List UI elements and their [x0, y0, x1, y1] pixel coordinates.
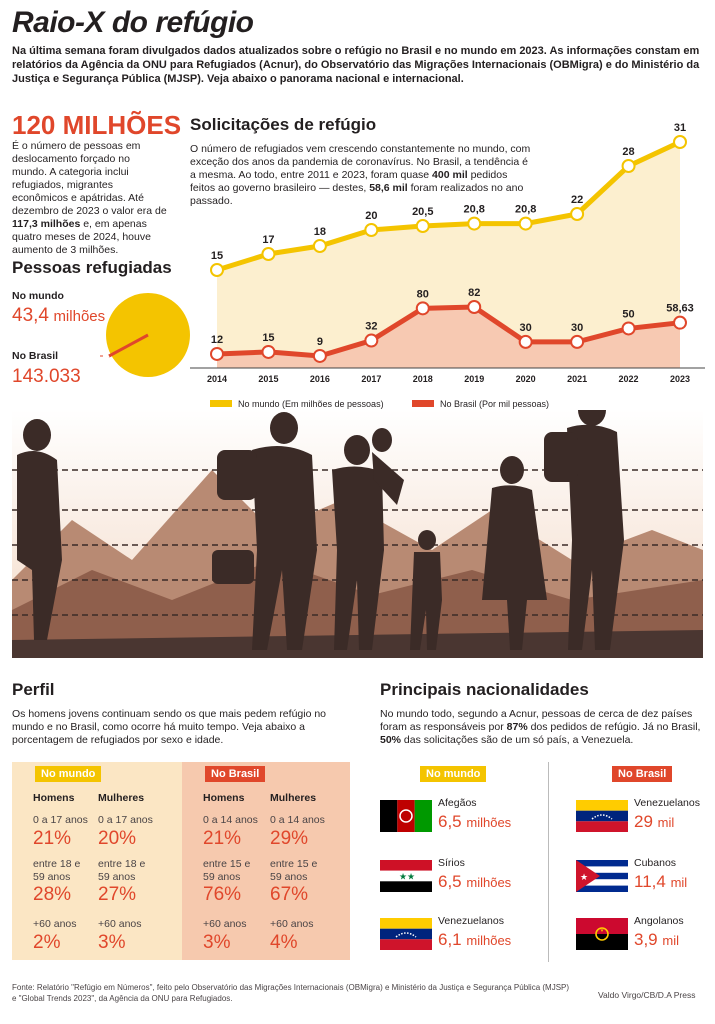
perfil-world-row1-men-group: entre 18 e 59 anos	[33, 858, 81, 883]
world-data-label: 20,8	[463, 203, 485, 216]
x-tick-label: 2017	[361, 374, 382, 384]
perfil-brazil-row0-men-value: 21%	[203, 828, 242, 849]
legend-brazil-swatch	[412, 400, 434, 407]
perfil-brazil-row2-men-group: +60 anos	[203, 918, 247, 930]
svg-text:★: ★	[399, 872, 408, 883]
perfil-world-row1-men-value: 28%	[33, 884, 72, 905]
stat-value: 120 MILHÕES	[12, 110, 182, 140]
flag-syria-icon	[380, 860, 432, 892]
world-point	[262, 248, 274, 260]
pessoas-pie	[100, 280, 190, 390]
world-label: No mundo	[12, 290, 64, 302]
brazil-point	[571, 336, 583, 348]
flag-afghanistan-icon	[380, 800, 432, 832]
brazil-label: No Brasil	[12, 350, 59, 362]
nacionalidades-title: Principais nacionalidades	[380, 680, 589, 699]
world-data-label: 17	[262, 234, 275, 246]
world-point	[365, 224, 377, 236]
nat-divider	[548, 762, 549, 962]
perfil-world-men-header: Homens	[33, 792, 75, 804]
perfil-world-row0-men-group: 0 a 17 anos	[33, 814, 88, 826]
perfil-brazil-row2-women-group: +60 anos	[270, 918, 314, 930]
perfil-brazil-row1-men-group: entre 15 e 59 anos	[203, 858, 251, 883]
perfil-brazil-tag: No Brasil	[205, 766, 265, 782]
nacionalidades-desc: No mundo todo, segundo a Acnur, pessoas de cerca de dez países foram as responsáveis por 87% dos pedidos de refúgio. Já no Brasil, 50% das solicitações são de um só país, a Venezuela.	[380, 708, 701, 746]
brazil-figure: 143.033	[12, 366, 81, 387]
world-point	[468, 218, 480, 230]
x-tick-label: 2015	[258, 374, 279, 384]
perfil-world-row2-men-group: +60 anos	[33, 918, 77, 930]
brazil-point	[674, 317, 686, 329]
brazil-data-label: 58,63	[666, 302, 694, 315]
brazil-data-label: 9	[316, 335, 323, 348]
nat-brazil-0-name: Venezuelanos	[634, 797, 700, 809]
perfil-world-row1-women-group: entre 18 e 59 anos	[98, 858, 146, 883]
chart-title: Solicitações de refúgio	[190, 115, 377, 134]
perfil-brazil-row0-women-value: 29%	[270, 828, 309, 849]
flag-venezuela-icon	[576, 800, 628, 832]
nat-world-2-value: 6,1 milhões	[438, 930, 512, 949]
svg-text:★: ★	[580, 873, 589, 883]
flag-cuba-icon	[576, 860, 628, 892]
brazil-point	[468, 301, 480, 313]
stat-text: É o número de pessoas em deslocamento forçado no mundo. A categoria inclui refugiados, migrantes econômicos e apátridas. Até dezembro de 2023 o valor era de 117,3 milhões e, em apenas quatro meses de 2024, houve aumento de 3 milhões.	[12, 140, 167, 256]
brazil-data-label: 30	[519, 321, 532, 334]
world-point	[417, 220, 429, 232]
pessoas-title: Pessoas refugiadas	[12, 258, 172, 277]
chart-desc: O número de refugiados vem crescendo constantemente no mundo, com exceção dos anos da pandemia de coronavírus. No Brasil, a tendência é a mesma. Ao todo, entre 2011 e 2023, foram quase 400 mil pedidos feitos ao governo brasileiro — destes, 58,6 mil foram realizados no ano passado.	[190, 143, 531, 207]
perfil-brazil-row0-men-group: 0 a 14 anos	[203, 814, 258, 826]
perfil-world-row2-men-value: 2%	[33, 932, 61, 953]
legend-world-swatch	[210, 400, 232, 407]
intro-text: Na última semana foram divulgados dados atualizados sobre o refúgio no Brasil e no mundo em 2023. As informações constam em relatórios da Agência da ONU para Refugiados (Acnur), do Observatório das Migrações Internacionais (OBMigra) e do Ministério da Justiça e Segurança Pública (MJSP). Veja abaixo o panorama nacional e internacional.	[12, 45, 700, 85]
perfil-desc: Os homens jovens continuam sendo os que mais pedem refúgio no mundo e no Brasil, como ocorre há muito tempo. Veja abaixo a porcentagem de refugiados por sexo e idade.	[12, 708, 327, 746]
page-title: Raio-X do refúgio	[12, 6, 254, 39]
x-tick-label: 2016	[309, 374, 330, 384]
brazil-point	[623, 322, 635, 334]
world-point	[674, 136, 686, 148]
x-tick-label: 2022	[618, 374, 639, 384]
world-point	[623, 160, 635, 172]
world-data-label: 20,8	[514, 203, 537, 216]
brazil-data-label: 15	[262, 331, 275, 344]
credit: Valdo Virgo/CB/D.A Press	[598, 990, 696, 1000]
nat-brazil-2-value: 3,9 mil	[634, 930, 679, 949]
world-point	[211, 264, 223, 276]
x-tick-label: 2019	[464, 374, 485, 384]
perfil-world-row1-women-value: 27%	[98, 884, 137, 905]
world-point	[520, 218, 532, 230]
legend-brazil-label: No Brasil (Por mil pessoas)	[440, 399, 550, 409]
perfil-brazil-row1-men-value: 76%	[203, 884, 242, 905]
refugees-illustration	[12, 410, 703, 658]
nat-brazil-2-name: Angolanos	[634, 915, 684, 927]
brazil-point	[262, 346, 274, 358]
nat-brazil-1-value: 11,4 mil	[634, 872, 688, 891]
brazil-data-label: 50	[622, 308, 635, 321]
world-figure: 43,4 milhões	[12, 305, 106, 326]
flag-angola-icon	[576, 918, 628, 950]
world-data-label: 18	[313, 226, 327, 238]
nat-world-1-name: Sírios	[438, 857, 465, 869]
brazil-point	[520, 336, 532, 348]
x-tick-label: 2018	[412, 374, 433, 384]
nat-world-0-name: Afegãos	[438, 797, 477, 809]
brazil-point	[211, 348, 223, 360]
brazil-data-label: 82	[468, 287, 481, 299]
world-data-label: 20	[365, 210, 378, 222]
x-tick-label: 2021	[567, 374, 588, 384]
legend-world-label: No mundo (Em milhões de pessoas)	[238, 399, 384, 409]
x-tick-label: 2023	[669, 374, 691, 384]
perfil-brazil-row2-women-value: 4%	[270, 932, 298, 953]
nat-brazil-tag: No Brasil	[612, 766, 672, 782]
brazil-point	[365, 335, 377, 347]
world-data-label: 20,5	[412, 206, 434, 218]
svg-text:★: ★	[407, 872, 416, 883]
world-data-label: 15	[210, 250, 224, 262]
brazil-data-label: 80	[416, 288, 429, 301]
nat-world-0-value: 6,5 milhões	[438, 812, 512, 831]
line-chart	[190, 110, 705, 410]
perfil-brazil-row0-women-group: 0 a 14 anos	[270, 814, 325, 826]
perfil-world-row2-women-group: +60 anos	[98, 918, 142, 930]
world-point	[571, 208, 583, 220]
perfil-brazil-row2-men-value: 3%	[203, 932, 231, 953]
brazil-data-label: 30	[570, 321, 584, 334]
brazil-data-label: 12	[210, 333, 224, 346]
nat-world-2-name: Venezuelanos	[438, 915, 504, 927]
brazil-data-label: 32	[365, 320, 378, 333]
x-tick-label: 2020	[515, 374, 536, 384]
world-data-label: 31	[673, 122, 687, 134]
world-point	[314, 240, 326, 252]
x-tick-label: 2014	[206, 374, 228, 384]
perfil-brazil-row1-women-group: entre 15 e 59 anos	[270, 858, 318, 883]
nat-world-tag: No mundo	[420, 766, 486, 782]
perfil-brazil-row1-women-value: 67%	[270, 884, 309, 905]
nat-brazil-1-name: Cubanos	[634, 857, 677, 869]
perfil-world-row0-women-group: 0 a 17 anos	[98, 814, 153, 826]
perfil-world-women-header: Mulheres	[98, 792, 145, 804]
perfil-world-row0-women-value: 20%	[98, 828, 137, 849]
nat-world-1-value: 6,5 milhões	[438, 872, 512, 891]
perfil-brazil-men-header: Homens	[203, 792, 245, 804]
perfil-brazil-women-header: Mulheres	[270, 792, 317, 804]
perfil-world-row0-men-value: 21%	[33, 828, 72, 849]
world-data-label: 28	[622, 146, 635, 158]
perfil-title: Perfil	[12, 680, 55, 699]
flag-venezuela-icon	[380, 918, 432, 950]
perfil-world-tag: No mundo	[35, 766, 101, 782]
nat-brazil-0-value: 29 mil	[634, 812, 675, 831]
brazil-point	[417, 302, 429, 314]
brazil-point	[314, 350, 326, 362]
perfil-world-row2-women-value: 3%	[98, 932, 126, 953]
world-data-label: 22	[570, 194, 584, 206]
source-note: Fonte: Relatório "Refúgio em Números", feito pelo Observatório das Migrações Internacionais (OBMigra) e Ministério da Justiça e Segurança Pública (MJSP) e "Global Trends 2023", da Agência da ONU para Refugiados.	[12, 983, 570, 1003]
